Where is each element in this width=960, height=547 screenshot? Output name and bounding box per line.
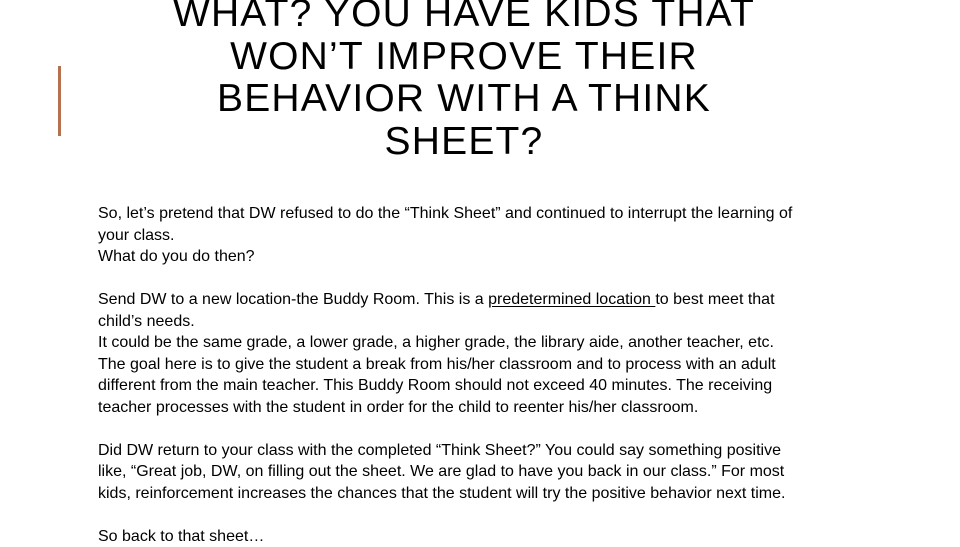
paragraph-spacer — [98, 504, 898, 526]
text-line: kids, reinforcement increases the chances that the student will try the positive behavior next time. — [98, 483, 898, 505]
title-line: WON’T IMPROVE THEIR — [60, 36, 868, 79]
text-line: different from the main teacher. This Buddy Room should not exceed 40 minutes. The receiving — [98, 375, 898, 397]
text-segment: to best meet that — [655, 291, 774, 308]
text-line: So back to that sheet… — [98, 526, 898, 547]
text-line — [98, 289, 898, 311]
text-line: child’s needs. — [98, 311, 898, 333]
paragraph-refusal — [98, 203, 898, 268]
text-line: The goal here is to give the student a break from his/her classroom and to process with an adult — [98, 354, 898, 376]
paragraph-buddy-room — [98, 289, 898, 418]
title-line: SHEET? — [60, 121, 868, 164]
text-line: What do you do then? — [98, 246, 898, 268]
slide-body — [98, 203, 898, 547]
slide-title — [60, 0, 868, 163]
text-line: your class. — [98, 225, 898, 247]
text-line: Did DW return to your class with the completed “Think Sheet?” You could say something positive — [98, 440, 898, 462]
underlined-phrase: predetermined location — [488, 291, 655, 308]
paragraph-spacer — [98, 268, 898, 290]
text-line: teacher processes with the student in order for the child to reenter his/her classroom. — [98, 397, 898, 419]
text-line: So, let’s pretend that DW refused to do the “Think Sheet” and continued to interrupt the learning of — [98, 203, 898, 225]
title-line: WHAT? YOU HAVE KIDS THAT — [60, 0, 868, 36]
title-line: BEHAVIOR WITH A THINK — [60, 78, 868, 121]
paragraph-return — [98, 440, 898, 505]
paragraph-spacer — [98, 418, 898, 440]
text-segment: Send DW to a new location-the Buddy Room. This is a — [98, 291, 488, 308]
paragraph-back-to-sheet — [98, 526, 898, 547]
text-line: It could be the same grade, a lower grade, a higher grade, the library aide, another teacher, etc. — [98, 332, 898, 354]
text-line: like, “Great job, DW, on filling out the sheet. We are glad to have you back in our class.” For most — [98, 461, 898, 483]
